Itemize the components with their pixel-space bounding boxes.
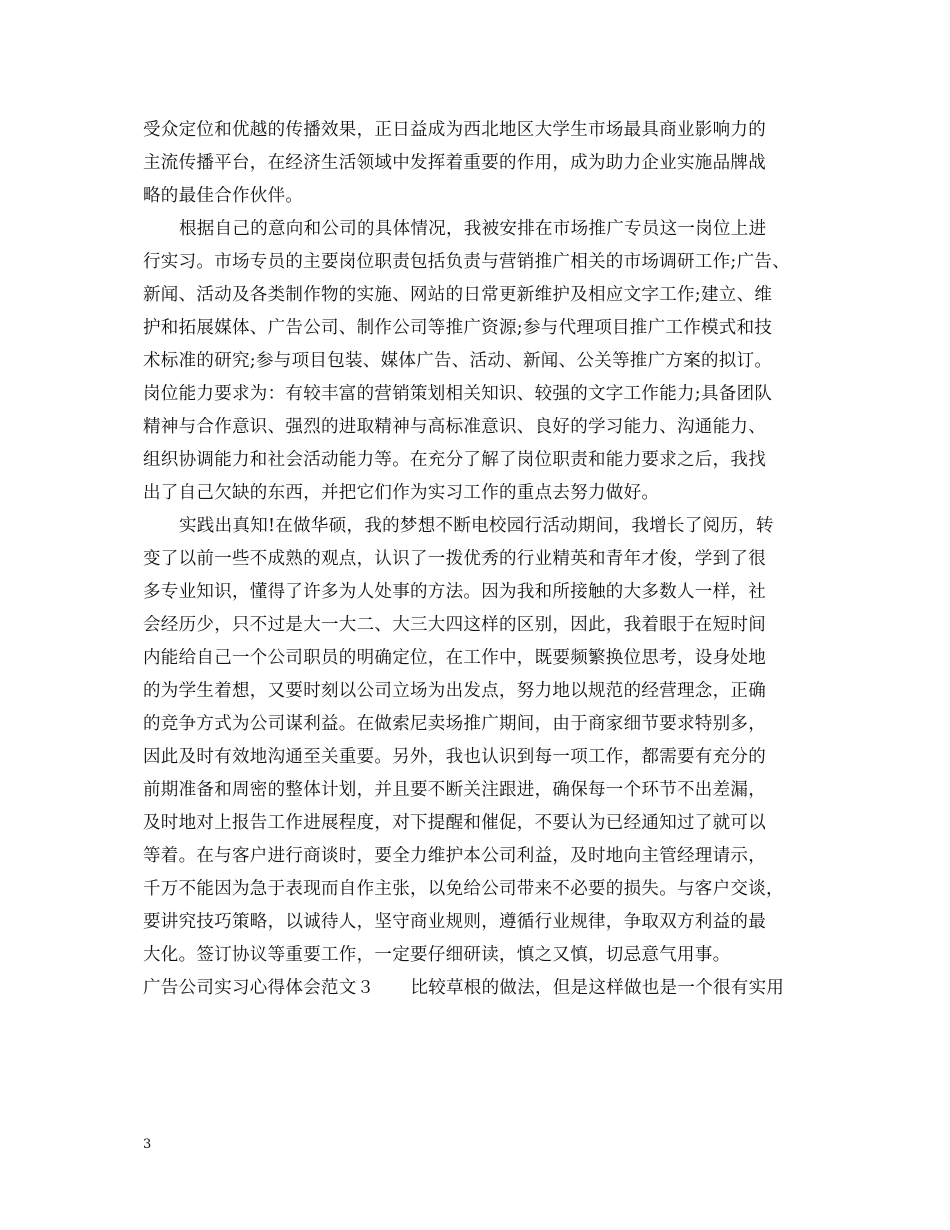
text-line: 岗位能力要求为：有较丰富的营销策划相关知识、较强的文字工作能力;具备团队 — [143, 384, 773, 404]
text-line: 的为学生着想，又要时刻以公司立场为出发点，努力地以规范的经营理念，正确 — [143, 681, 766, 701]
section-heading: 广告公司实习心得体会范文３ — [143, 978, 375, 998]
text-line: 略的最佳合作伙伴。 — [143, 186, 304, 206]
text-line: 千万不能因为急于表现而自作主张，以免给公司带来不必要的损失。与客户交谈， — [143, 879, 784, 899]
text-line: 变了以前一些不成熟的观点，认识了一拨优秀的行业精英和青年才俊，学到了很 — [143, 549, 766, 569]
text-line: 因此及时有效地沟通至关重要。另外，我也认识到每一项工作，都需要有充分的 — [143, 747, 766, 767]
text-line: 等着。在与客户进行商谈时，要全力维护本公司利益，及时地向主管经理请示， — [143, 846, 766, 866]
text-line: 行实习。市场专员的主要岗位职责包括负责与营销推广相关的市场调研工作;广告、 — [143, 252, 790, 272]
paragraph-start-line: 实践出真知!在做华硕，我的梦想不断电校园行活动期间，我增长了阅历，转 — [179, 516, 774, 536]
text-line: 主流传播平台，在经济生活领域中发挥着重要的作用，成为助力企业实施品牌战 — [143, 153, 766, 173]
text-line: 的竞争方式为公司谋利益。在做索尼卖场推广期间，由于商家细节要求特别多， — [143, 714, 766, 734]
text-line: 组织协调能力和社会活动能力等。在充分了解了岗位职责和能力要求之后，我找 — [143, 450, 766, 470]
text-line: 大化。签订协议等重要工作，一定要仔细研读，慎之又慎，切忌意气用事。 — [143, 945, 731, 965]
text-line: 多专业知识，懂得了许多为人处事的方法。因为我和所接触的大多数人一样，社 — [143, 582, 766, 602]
final-line — [143, 972, 823, 1005]
paragraph-start-line: 根据自己的意向和公司的具体情况，我被安排在市场推广专员这一岗位上进 — [179, 219, 767, 239]
text-line: 术标准的研究;参与项目包装、媒体广告、活动、新闻、公关等推广方案的拟订。 — [143, 351, 773, 371]
text-line: 要讲究技巧策略，以诚待人，坚守商业规则，遵循行业规律，争取双方利益的最 — [143, 912, 766, 932]
page-number: 3 — [143, 1137, 152, 1152]
section-text: 比较草根的做法，但是这样做也是一个很有实用 — [410, 978, 785, 998]
text-line: 内能给自己一个公司职员的明确定位，在工作中，既要频繁换位思考，设身处地 — [143, 648, 766, 668]
text-line: 精神与合作意识、强烈的进取精神与高标准意识、良好的学习能力、沟通能力、 — [143, 417, 766, 437]
text-line: 出了自己欠缺的东西，并把它们作为实习工作的重点去努力做好。 — [143, 483, 660, 503]
text-line: 前期准备和周密的整体计划，并且要不断关注跟进，确保每一个环节不出差漏， — [143, 780, 766, 800]
text-line: 会经历少，只不过是大一大二、大三大四这样的区别，因此，我着眼于在短时间 — [143, 615, 766, 635]
text-line: 护和拓展媒体、广告公司、制作公司等推广资源;参与代理项目推广工作模式和技 — [143, 318, 773, 338]
text-line: 受众定位和优越的传播效果，正日益成为西北地区大学生市场最具商业影响力的 — [143, 120, 766, 140]
body-text — [143, 114, 823, 1005]
text-line: 新闻、活动及各类制作物的实施、网站的日常更新维护及相应文字工作;建立、维 — [143, 285, 773, 305]
text-line: 及时地对上报告工作进展程度，对下提醒和催促，不要认为已经通知过了就可以 — [143, 813, 766, 833]
